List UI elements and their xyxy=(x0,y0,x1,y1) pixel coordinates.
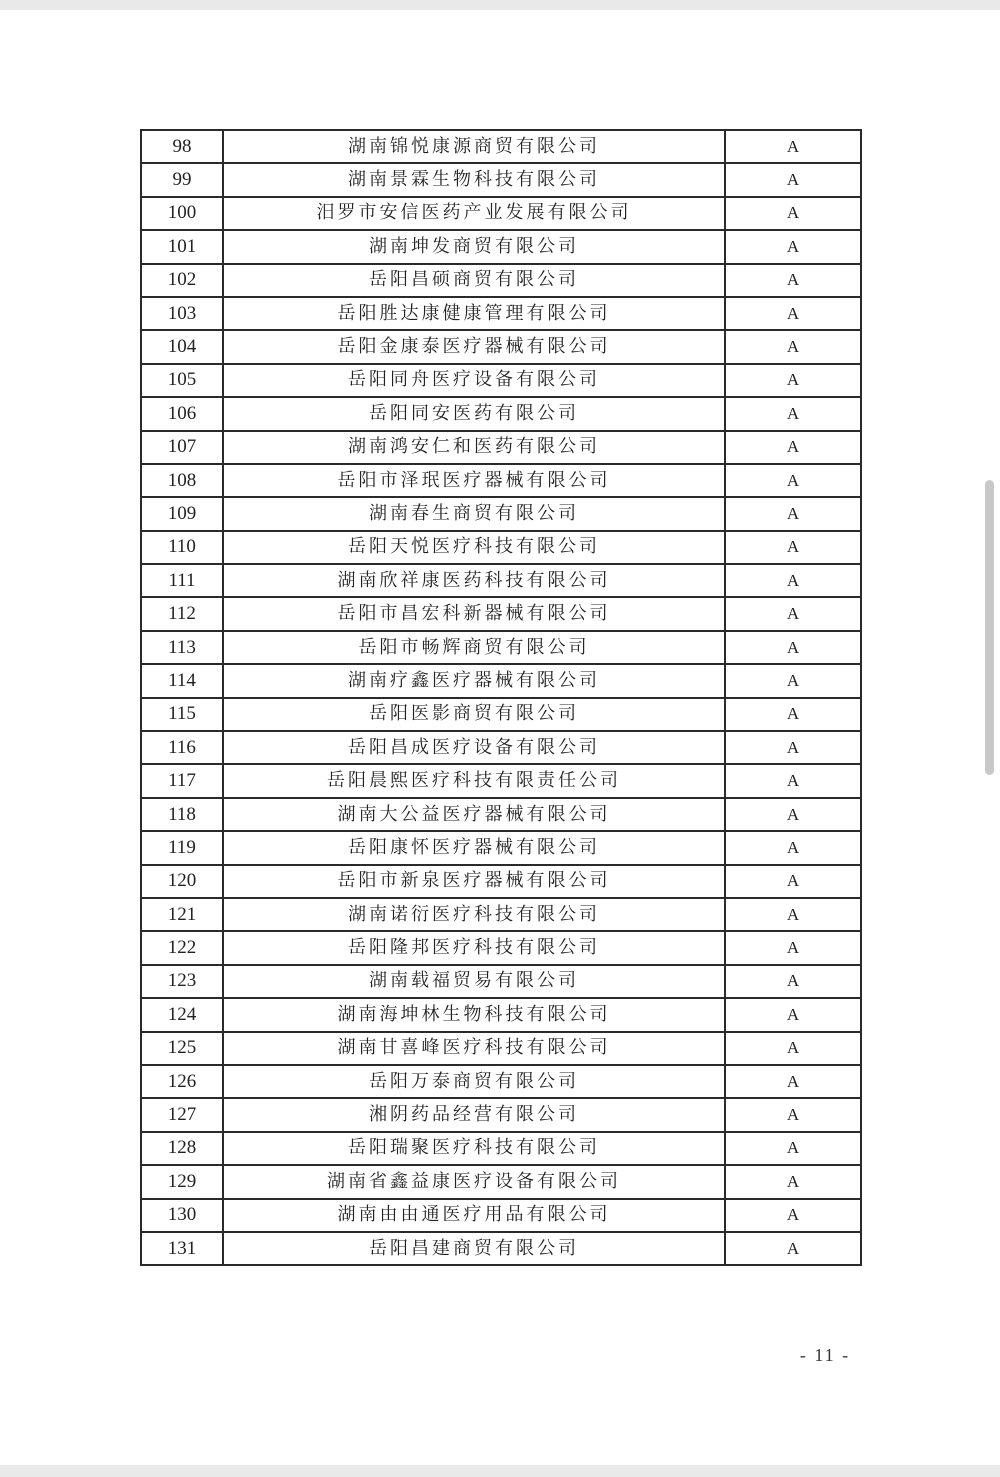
company-name-cell: 岳阳昌硕商贸有限公司 xyxy=(223,264,725,297)
table-row xyxy=(141,898,861,931)
table-row xyxy=(141,1065,861,1098)
company-name-cell: 岳阳金康泰医疗器械有限公司 xyxy=(223,330,725,363)
company-name-cell: 湖南大公益医疗器械有限公司 xyxy=(223,798,725,831)
table-row xyxy=(141,431,861,464)
row-number-cell: 106 xyxy=(141,397,223,430)
row-number-cell: 129 xyxy=(141,1165,223,1198)
company-name-cell: 湖南疗鑫医疗器械有限公司 xyxy=(223,664,725,697)
company-name-cell: 岳阳同舟医疗设备有限公司 xyxy=(223,364,725,397)
table-row xyxy=(141,764,861,797)
table-body xyxy=(141,130,861,1265)
table-row xyxy=(141,163,861,196)
row-number-cell: 104 xyxy=(141,330,223,363)
company-name-cell: 湖南载福贸易有限公司 xyxy=(223,965,725,998)
table-row xyxy=(141,998,861,1031)
credit-grade-cell: A xyxy=(725,831,861,864)
credit-grade-cell: A xyxy=(725,163,861,196)
company-name-cell: 岳阳市泽珉医疗器械有限公司 xyxy=(223,464,725,497)
row-number-cell: 128 xyxy=(141,1132,223,1165)
company-name-cell: 岳阳市畅辉商贸有限公司 xyxy=(223,631,725,664)
credit-grade-cell: A xyxy=(725,197,861,230)
credit-grade-cell: A xyxy=(725,597,861,630)
company-name-cell: 岳阳同安医药有限公司 xyxy=(223,397,725,430)
row-number-cell: 112 xyxy=(141,597,223,630)
credit-grade-cell: A xyxy=(725,1065,861,1098)
company-name-cell: 湖南坤发商贸有限公司 xyxy=(223,230,725,263)
table-row xyxy=(141,197,861,230)
table-row xyxy=(141,297,861,330)
row-number-cell: 108 xyxy=(141,464,223,497)
credit-grade-cell: A xyxy=(725,1132,861,1165)
credit-grade-cell: A xyxy=(725,397,861,430)
table-row xyxy=(141,965,861,998)
document-page xyxy=(0,10,1000,1465)
table-row xyxy=(141,230,861,263)
company-name-cell: 岳阳晨熙医疗科技有限责任公司 xyxy=(223,764,725,797)
company-name-cell: 岳阳康怀医疗器械有限公司 xyxy=(223,831,725,864)
company-name-cell: 湖南春生商贸有限公司 xyxy=(223,497,725,530)
company-name-cell: 岳阳胜达康健康管理有限公司 xyxy=(223,297,725,330)
page-number: - 11 - xyxy=(799,1345,851,1365)
row-number-cell: 113 xyxy=(141,631,223,664)
table-row xyxy=(141,464,861,497)
row-number-cell: 130 xyxy=(141,1199,223,1232)
company-rating-table-container xyxy=(140,129,858,1266)
row-number-cell: 119 xyxy=(141,831,223,864)
credit-grade-cell: A xyxy=(725,1232,861,1265)
row-number-cell: 109 xyxy=(141,497,223,530)
company-name-cell: 岳阳市昌宏科新器械有限公司 xyxy=(223,597,725,630)
table-row xyxy=(141,865,861,898)
credit-grade-cell: A xyxy=(725,464,861,497)
credit-grade-cell: A xyxy=(725,564,861,597)
table-row xyxy=(141,330,861,363)
row-number-cell: 121 xyxy=(141,898,223,931)
credit-grade-cell: A xyxy=(725,998,861,1031)
table-row xyxy=(141,931,861,964)
row-number-cell: 115 xyxy=(141,698,223,731)
company-rating-table xyxy=(140,129,862,1266)
credit-grade-cell: A xyxy=(725,664,861,697)
credit-grade-cell: A xyxy=(725,330,861,363)
row-number-cell: 111 xyxy=(141,564,223,597)
company-name-cell: 湖南省鑫益康医疗设备有限公司 xyxy=(223,1165,725,1198)
row-number-cell: 100 xyxy=(141,197,223,230)
table-row xyxy=(141,497,861,530)
credit-grade-cell: A xyxy=(725,364,861,397)
credit-grade-cell: A xyxy=(725,865,861,898)
company-name-cell: 岳阳天悦医疗科技有限公司 xyxy=(223,531,725,564)
credit-grade-cell: A xyxy=(725,1165,861,1198)
company-name-cell: 岳阳昌建商贸有限公司 xyxy=(223,1232,725,1265)
row-number-cell: 127 xyxy=(141,1098,223,1131)
row-number-cell: 101 xyxy=(141,230,223,263)
company-name-cell: 岳阳瑞聚医疗科技有限公司 xyxy=(223,1132,725,1165)
row-number-cell: 117 xyxy=(141,764,223,797)
table-row xyxy=(141,130,861,163)
table-row xyxy=(141,731,861,764)
company-name-cell: 湖南锦悦康源商贸有限公司 xyxy=(223,130,725,163)
credit-grade-cell: A xyxy=(725,798,861,831)
table-row xyxy=(141,631,861,664)
company-name-cell: 岳阳昌成医疗设备有限公司 xyxy=(223,731,725,764)
company-name-cell: 湖南欣祥康医药科技有限公司 xyxy=(223,564,725,597)
table-row xyxy=(141,831,861,864)
vertical-scrollbar[interactable] xyxy=(985,480,994,775)
credit-grade-cell: A xyxy=(725,497,861,530)
table-row xyxy=(141,698,861,731)
table-row xyxy=(141,1098,861,1131)
company-name-cell: 湖南鸿安仁和医药有限公司 xyxy=(223,431,725,464)
table-row xyxy=(141,664,861,697)
company-name-cell: 湖南诺衍医疗科技有限公司 xyxy=(223,898,725,931)
credit-grade-cell: A xyxy=(725,264,861,297)
row-number-cell: 122 xyxy=(141,931,223,964)
table-row xyxy=(141,1199,861,1232)
credit-grade-cell: A xyxy=(725,898,861,931)
company-name-cell: 岳阳医影商贸有限公司 xyxy=(223,698,725,731)
credit-grade-cell: A xyxy=(725,431,861,464)
company-name-cell: 湖南海坤林生物科技有限公司 xyxy=(223,998,725,1031)
table-row xyxy=(141,798,861,831)
credit-grade-cell: A xyxy=(725,1032,861,1065)
credit-grade-cell: A xyxy=(725,631,861,664)
credit-grade-cell: A xyxy=(725,698,861,731)
row-number-cell: 114 xyxy=(141,664,223,697)
row-number-cell: 126 xyxy=(141,1065,223,1098)
credit-grade-cell: A xyxy=(725,965,861,998)
company-name-cell: 湖南甘喜峰医疗科技有限公司 xyxy=(223,1032,725,1065)
row-number-cell: 120 xyxy=(141,865,223,898)
credit-grade-cell: A xyxy=(725,764,861,797)
row-number-cell: 131 xyxy=(141,1232,223,1265)
row-number-cell: 125 xyxy=(141,1032,223,1065)
table-row xyxy=(141,564,861,597)
row-number-cell: 103 xyxy=(141,297,223,330)
credit-grade-cell: A xyxy=(725,297,861,330)
table-row xyxy=(141,1165,861,1198)
company-name-cell: 岳阳隆邦医疗科技有限公司 xyxy=(223,931,725,964)
table-row xyxy=(141,1232,861,1265)
row-number-cell: 124 xyxy=(141,998,223,1031)
credit-grade-cell: A xyxy=(725,1199,861,1232)
credit-grade-cell: A xyxy=(725,931,861,964)
row-number-cell: 110 xyxy=(141,531,223,564)
row-number-cell: 123 xyxy=(141,965,223,998)
table-row xyxy=(141,397,861,430)
row-number-cell: 116 xyxy=(141,731,223,764)
credit-grade-cell: A xyxy=(725,130,861,163)
table-row xyxy=(141,1032,861,1065)
table-row xyxy=(141,264,861,297)
credit-grade-cell: A xyxy=(725,731,861,764)
company-name-cell: 汨罗市安信医药产业发展有限公司 xyxy=(223,197,725,230)
row-number-cell: 118 xyxy=(141,798,223,831)
company-name-cell: 湖南由由通医疗用品有限公司 xyxy=(223,1199,725,1232)
company-name-cell: 岳阳市新泉医疗器械有限公司 xyxy=(223,865,725,898)
row-number-cell: 105 xyxy=(141,364,223,397)
table-row xyxy=(141,531,861,564)
row-number-cell: 98 xyxy=(141,130,223,163)
credit-grade-cell: A xyxy=(725,531,861,564)
company-name-cell: 岳阳万泰商贸有限公司 xyxy=(223,1065,725,1098)
credit-grade-cell: A xyxy=(725,230,861,263)
row-number-cell: 107 xyxy=(141,431,223,464)
credit-grade-cell: A xyxy=(725,1098,861,1131)
table-row xyxy=(141,1132,861,1165)
row-number-cell: 102 xyxy=(141,264,223,297)
table-row xyxy=(141,364,861,397)
table-row xyxy=(141,597,861,630)
company-name-cell: 湘阴药品经营有限公司 xyxy=(223,1098,725,1131)
company-name-cell: 湖南景霖生物科技有限公司 xyxy=(223,163,725,196)
row-number-cell: 99 xyxy=(141,163,223,196)
